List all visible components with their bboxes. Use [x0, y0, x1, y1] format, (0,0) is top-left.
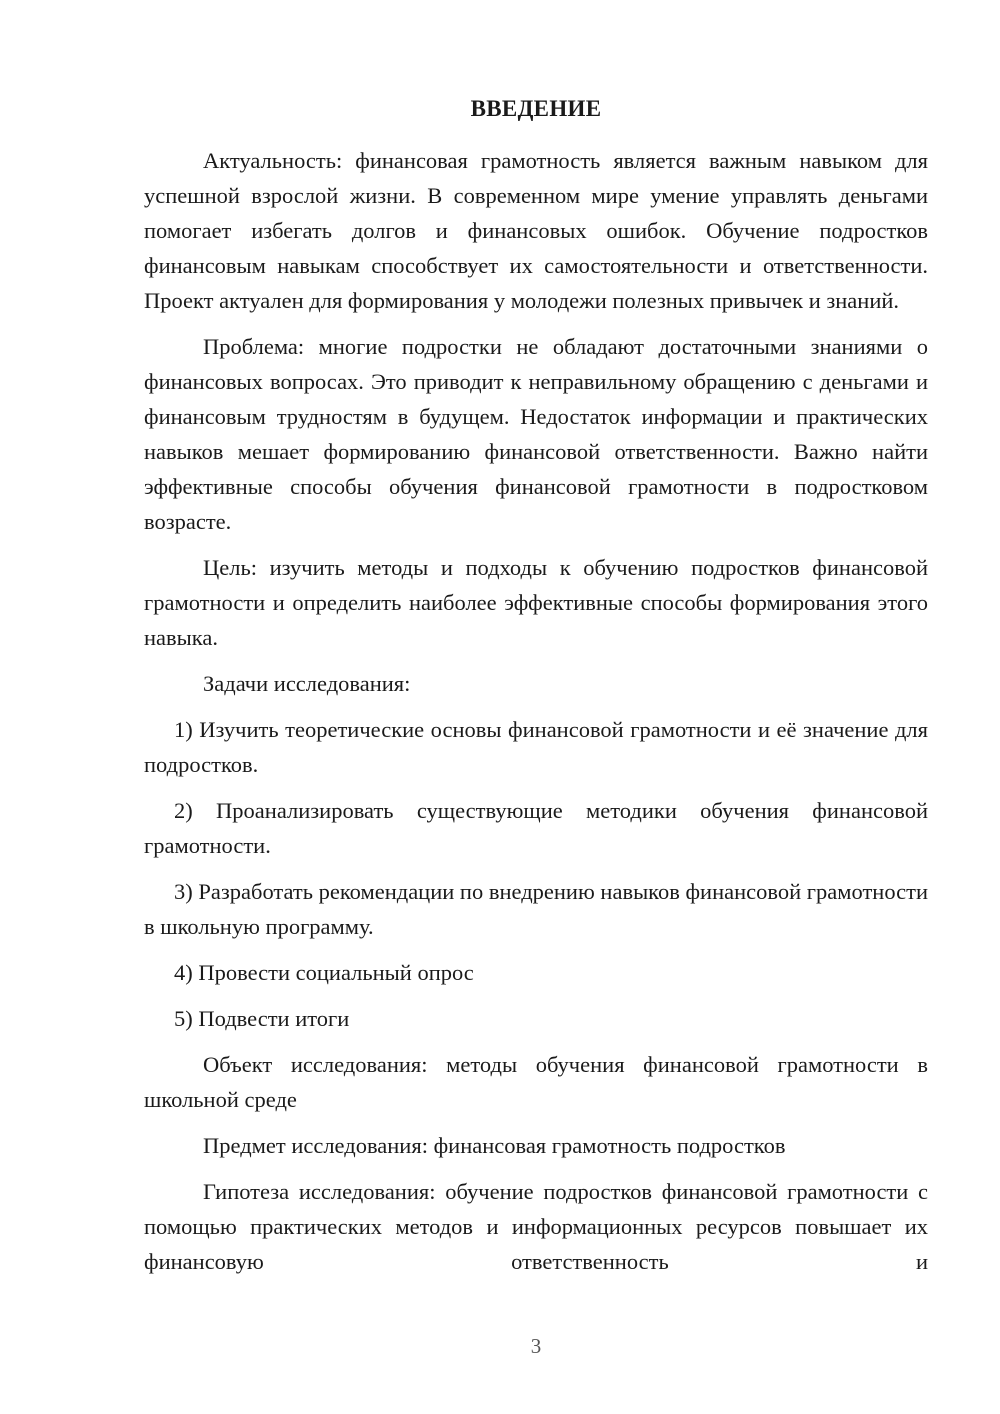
- task-item-4: 4) Провести социальный опрос: [174, 960, 474, 985]
- task-item-5: 5) Подвести итоги: [174, 1006, 350, 1031]
- task-item-2: 2) Проанализировать существующие методики обучения финансовой грамотности.: [144, 798, 928, 858]
- subject-paragraph: Предмет исследования: финансовая грамотность подростков: [203, 1133, 786, 1158]
- page-title: ВВЕДЕНИЕ: [470, 96, 602, 121]
- task-item-3: 3) Разработать рекомендации по внедрению навыков финансовой грамотности в школьную программу.: [144, 879, 928, 939]
- relevance-paragraph: Актуальность: финансовая грамотность является важным навыком для успешной взрослой жизни. В современном мире умение управлять деньгами помогает избегать долгов и финансовых ошибок. Обучение подростков финансовым навыкам способствует их самостоятельности и ответственности. Проект актуален для формирования у молодежи полезных привычек и знаний.: [144, 148, 928, 313]
- object-paragraph: Объект исследования: методы обучения финансовой грамотности в школьной среде: [144, 1052, 928, 1112]
- goal-paragraph: Цель: изучить методы и подходы к обучению подростков финансовой грамотности и определить наиболее эффективные способы формирования этого навыка.: [144, 555, 928, 650]
- document-body: [144, 143, 928, 1290]
- hypothesis-paragraph: Гипотеза исследования: обучение подростков финансовой грамотности с помощью практических методов и информационных ресурсов повышает их финансовую ответственность и: [144, 1179, 928, 1274]
- page-number: 3: [530, 1334, 542, 1358]
- tasks-heading: Задачи исследования:: [203, 671, 411, 696]
- problem-paragraph: Проблема: многие подростки не обладают достаточными знаниями о финансовых вопросах. Это приводит к неправильному обращению с деньгами и финансовым трудностям в будущем. Недостаток информации и практических навыков мешает формированию финансовой ответственности. Важно найти эффективные способы обучения финансовой грамотности в подростковом возрасте.: [144, 334, 928, 534]
- task-item-1: 1) Изучить теоретические основы финансовой грамотности и её значение для подростков.: [144, 717, 928, 777]
